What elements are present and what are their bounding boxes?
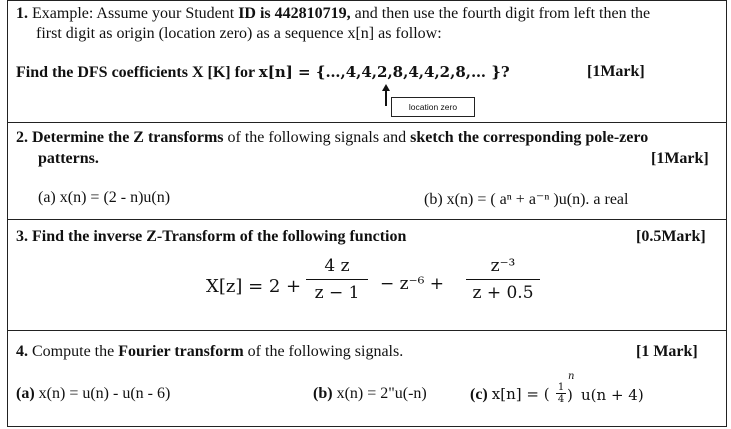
q4-part-b-text: x(n) = 2"u(-n) — [336, 385, 427, 402]
q2-part-a: (a) x(n) = (2 - n)u(n) — [38, 189, 171, 206]
q1-line1 — [16, 5, 650, 23]
q4-part-c-tail: u(n + 4) — [581, 386, 644, 404]
q4-part-c — [470, 385, 550, 404]
q1-sequence: x[n] = {…,4,4,2,8,4,4,2,8,… }? — [258, 63, 510, 81]
q4-part-c-frac-num: 1 — [557, 382, 565, 393]
divider — [7, 122, 727, 123]
q4-part-c-lhs: x[n] = ( — [491, 385, 550, 403]
q2-number: 2. — [16, 129, 28, 146]
q3-lhs: X[z] = 2 + — [206, 276, 302, 297]
q4-part-c-fraction — [556, 382, 566, 405]
q4-part-a — [16, 385, 170, 403]
q1-find-text: Find the DFS coefficients X [K] for — [16, 64, 255, 81]
q4-number: 4. — [16, 343, 28, 360]
q3-number: 3. — [16, 228, 28, 245]
q3-title — [16, 228, 406, 246]
q4-part-a-text: x(n) = u(n) - u(n - 6) — [38, 385, 171, 402]
q1-number: 1. — [16, 5, 28, 22]
q3-frac1-denominator: z − 1 — [314, 283, 360, 303]
q4-part-c-label: (c) — [470, 386, 488, 403]
q1-mark: [1Mark] — [587, 63, 645, 80]
q2-line1 — [16, 129, 648, 147]
q1-find — [16, 63, 510, 82]
q2-title-rest: of the following signals and — [227, 129, 407, 146]
q1-intro: Example: Assume your Student — [32, 5, 235, 22]
q4-title — [16, 343, 403, 361]
q1-intro-rest: and then use the fourth digit from left then the — [354, 5, 651, 22]
q2-mark: [1Mark] — [651, 150, 709, 167]
q4-title-bold: Fourier transform — [118, 343, 244, 360]
q3-frac2-numerator: z⁻³ — [490, 256, 516, 276]
q3-frac2-denominator: z + 0.5 — [472, 283, 534, 303]
q3-frac1-numerator: 4 z — [324, 256, 350, 276]
divider — [7, 219, 727, 220]
q4-part-c-frac-den: 4 — [557, 394, 565, 405]
up-arrow-icon — [381, 84, 391, 106]
divider — [7, 330, 727, 331]
q4-title-a: Compute the — [32, 343, 115, 360]
location-zero-label: location zero — [391, 97, 475, 117]
q1-student-id: ID is 442810719, — [238, 5, 351, 22]
q3-mark: [0.5Mark] — [636, 228, 706, 245]
q2-line2: patterns. — [38, 150, 99, 167]
q2-title-bold2: sketch the corresponding pole-zero — [410, 129, 649, 146]
q2-part-b: (b) x(n) = ( aⁿ + a⁻ⁿ )u(n). a real — [424, 191, 629, 208]
q3-fraction-1 — [306, 256, 368, 303]
q4-part-a-label: (a) — [16, 385, 35, 402]
q4-part-c-rparen: ) — [567, 386, 573, 404]
q4-part-c-exponent: n — [568, 371, 575, 382]
q4-part-b — [313, 385, 427, 403]
q3-fraction-2 — [466, 256, 540, 303]
q1-line2: first digit as origin (location zero) as a sequence x[n] as follow: — [36, 25, 442, 42]
q2-title-bold: Determine the Z transforms — [32, 129, 224, 146]
q3-title-text: Find the inverse Z-Transform of the following function — [32, 228, 407, 245]
q3-middle: − z⁻⁶ + — [380, 274, 445, 294]
q4-part-b-label: (b) — [313, 385, 333, 402]
q4-mark: [1 Mark] — [636, 343, 698, 360]
q4-title-b: of the following signals. — [247, 343, 404, 360]
